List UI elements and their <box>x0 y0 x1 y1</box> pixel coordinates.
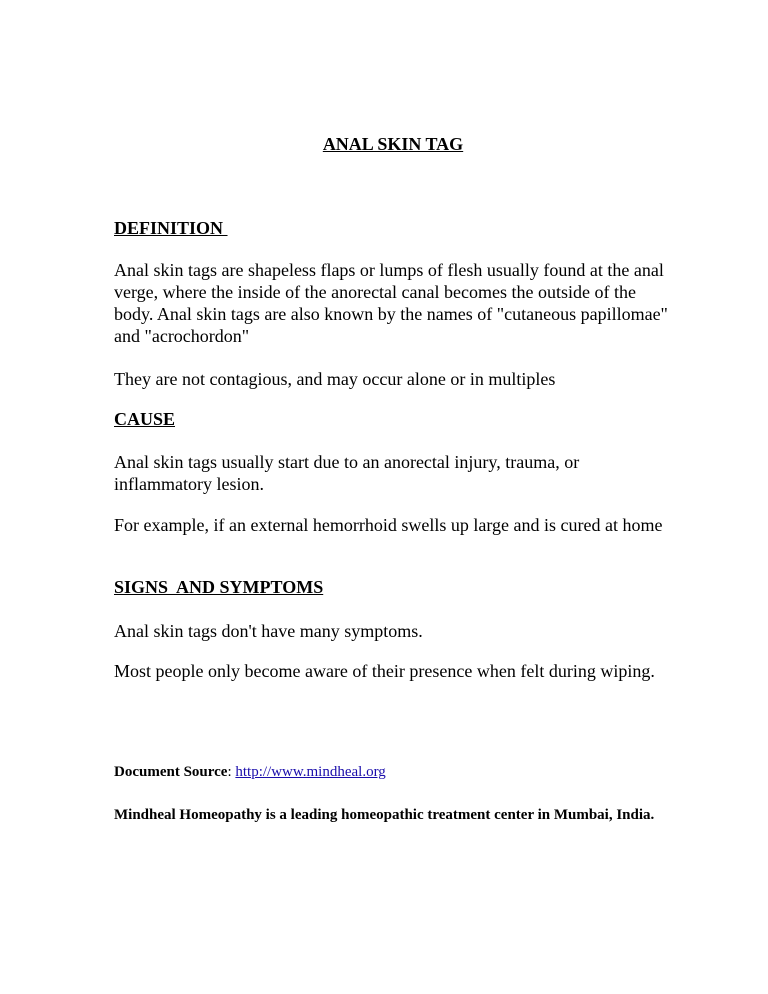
definition-heading: DEFINITION <box>114 218 228 238</box>
document-title: ANAL SKIN TAG <box>322 134 464 154</box>
source-label: Document Source <box>114 764 228 780</box>
cause-paragraph: Anal skin tags usually start due to an anorectal injury, trauma, or inflammatory lesion. <box>114 452 580 494</box>
example-paragraph: For example, if an external hemorrhoid swells up large and is cured at home <box>114 515 663 535</box>
symptoms-paragraph: Anal skin tags don't have many symptoms. <box>114 621 423 641</box>
about-mindheal: Mindheal Homeopathy is a leading homeopathic treatment center in Mumbai, India. <box>114 807 655 823</box>
contagious-paragraph: They are not contagious, and may occur alone or in multiples <box>114 369 556 389</box>
definition-paragraph: Anal skin tags are shapeless flaps or lumps of flesh usually found at the anal verge, where the inside of the anorectal canal becomes the outside of the body. Anal skin tags are also known by the names of "cutaneous papillomae" and "acrochordon" <box>114 260 668 346</box>
source-link[interactable]: http://www.mindheal.org <box>235 764 386 780</box>
cause-heading: CAUSE <box>114 409 176 429</box>
source-separator: : <box>227 764 236 780</box>
awareness-paragraph: Most people only become aware of their presence when felt during wiping. <box>114 661 655 681</box>
signs-symptoms-heading: SIGNS AND SYMPTOMS <box>114 577 324 597</box>
document-source-line <box>114 762 674 782</box>
document-page <box>114 0 674 994</box>
